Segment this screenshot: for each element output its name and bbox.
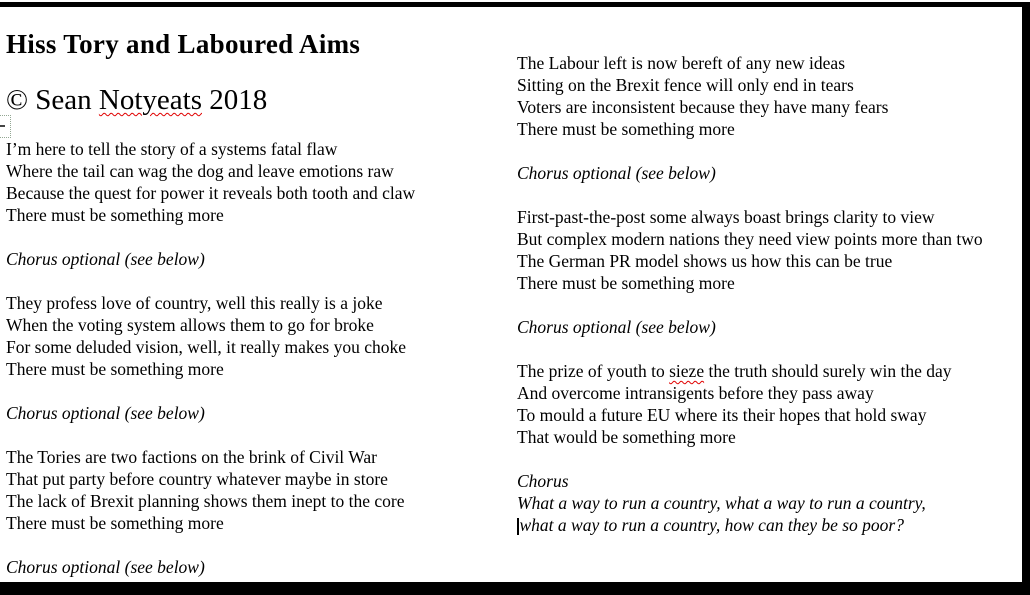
verse-line: And overcome intransigents before they pass away	[517, 383, 874, 403]
byline-suffix: 2018	[202, 84, 268, 116]
document-page[interactable]	[0, 7, 1022, 582]
misspelled-word: sieze	[669, 361, 705, 381]
byline	[6, 85, 508, 115]
verse-line: There must be something more	[517, 119, 735, 139]
chorus-line: What a way to run a country, what a way to run a country,	[517, 493, 926, 513]
verse-line: First-past-the-post some always boast brings clarity to view	[517, 207, 935, 227]
final-chorus	[517, 470, 1019, 536]
verse-line: When the voting system allows them to go for broke	[6, 315, 374, 335]
verse-line: For some deluded vision, well, it really makes you choke	[6, 337, 406, 357]
page-title: Hiss Tory and Laboured Aims	[6, 29, 361, 59]
verse-line: The Labour left is now bereft of any new ideas	[517, 53, 846, 73]
chorus-line-text: what a way to run a country, how can they be so poor?	[519, 515, 904, 535]
stanza-6	[517, 360, 1019, 448]
chorus-note: Chorus optional (see below)	[517, 163, 716, 183]
text-cursor	[517, 518, 519, 535]
line-suffix: the truth should surely win the day	[704, 361, 952, 381]
verse-line: But complex modern nations they need view points more than two	[517, 229, 983, 249]
verse-line	[517, 360, 1019, 382]
window-bottom-edge	[0, 582, 1030, 595]
verse-line: Sitting on the Brexit fence will only end in tears	[517, 75, 854, 95]
verse-line: That would be something more	[517, 427, 736, 447]
verse-line: I’m here to tell the story of a systems fatal flaw	[6, 139, 338, 159]
stanza-2	[6, 292, 508, 380]
stanza-1	[6, 138, 508, 226]
verse-line: Voters are inconsistent because they have many fears	[517, 97, 889, 117]
verse-line: They profess love of country, well this really is a joke	[6, 293, 383, 313]
chorus-note: Chorus optional (see below)	[6, 403, 205, 423]
verse-line: Because the quest for power it reveals both tooth and claw	[6, 183, 416, 203]
chorus-note: Chorus optional (see below)	[517, 317, 716, 337]
line-prefix: The prize of youth to	[517, 361, 670, 381]
verse-line: Where the tail can wag the dog and leave emotions raw	[6, 161, 394, 181]
right-column	[517, 52, 1019, 536]
chorus-note: Chorus optional (see below)	[6, 557, 205, 577]
chorus-label: Chorus	[517, 471, 569, 491]
verse-line: There must be something more	[6, 359, 224, 379]
chorus-line	[517, 514, 1019, 536]
left-column	[6, 30, 508, 578]
verse-line: To mould a future EU where its their hopes that hold sway	[517, 405, 927, 425]
verse-line: The lack of Brexit planning shows them inept to the core	[6, 491, 405, 511]
verse-line: That put party before country whatever maybe in store	[6, 469, 388, 489]
window-right-edge	[1022, 2, 1030, 595]
verse-line: The Tories are two factions on the brink of Civil War	[6, 447, 377, 467]
stanza-4	[517, 52, 1019, 140]
byline-misspelled-word: Notyeats	[98, 84, 202, 116]
byline-prefix: © Sean	[6, 84, 99, 116]
stanza-5	[517, 206, 1019, 294]
stanza-3	[6, 446, 508, 534]
verse-line: The German PR model shows us how this can be true	[517, 251, 893, 271]
verse-line: There must be something more	[6, 205, 224, 225]
chorus-note: Chorus optional (see below)	[6, 249, 205, 269]
verse-line: There must be something more	[517, 273, 735, 293]
verse-line: There must be something more	[6, 513, 224, 533]
anchor-dash-icon	[0, 125, 5, 127]
